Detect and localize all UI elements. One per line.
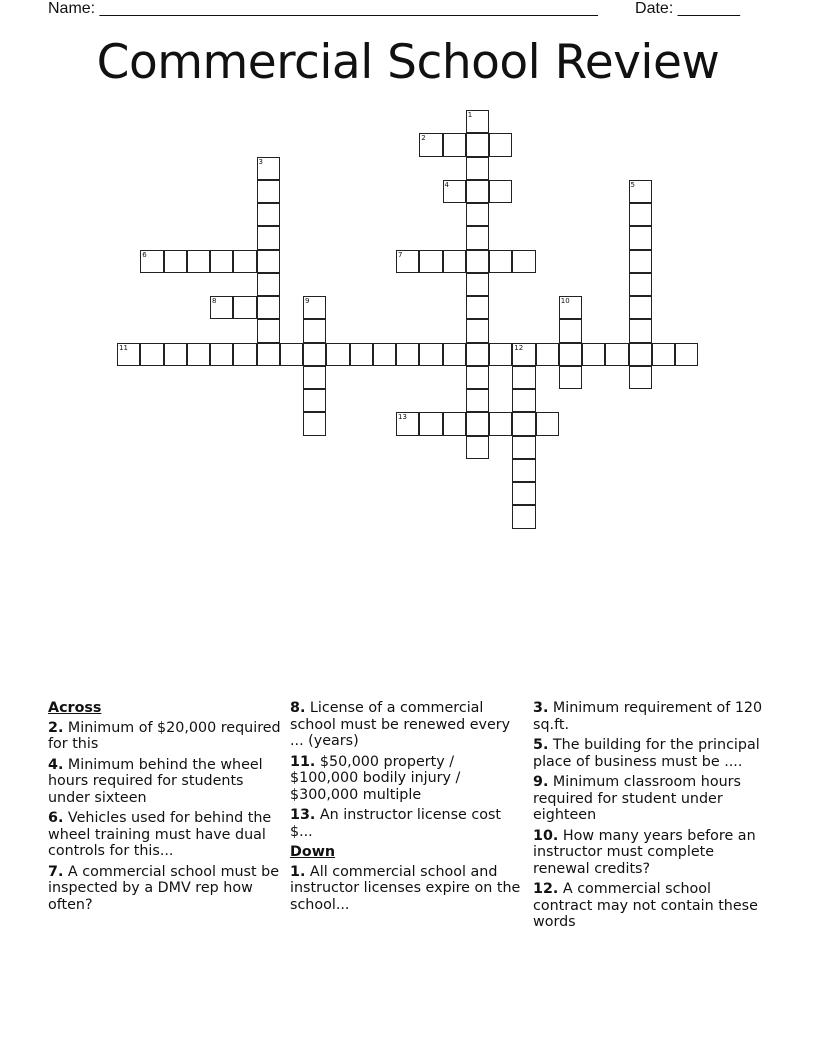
- grid-cell[interactable]: [466, 203, 489, 226]
- grid-cell[interactable]: [396, 250, 419, 273]
- grid-cell[interactable]: [326, 343, 349, 366]
- grid-cell[interactable]: [419, 343, 442, 366]
- clue-number: 3: [258, 157, 263, 166]
- grid-cell[interactable]: [489, 250, 512, 273]
- grid-cell[interactable]: [559, 319, 582, 342]
- grid-cell[interactable]: [140, 250, 163, 273]
- grid-cell[interactable]: [652, 343, 675, 366]
- grid-cell[interactable]: [559, 366, 582, 389]
- grid-cell[interactable]: [512, 250, 535, 273]
- grid-cell[interactable]: [466, 389, 489, 412]
- grid-cell[interactable]: [257, 180, 280, 203]
- grid-cell[interactable]: [629, 203, 652, 226]
- grid-cell[interactable]: [512, 505, 535, 528]
- grid-cell[interactable]: [303, 412, 326, 435]
- grid-cell[interactable]: [536, 412, 559, 435]
- clue-number: 5: [630, 180, 635, 189]
- clue-across-13: 13. An instructor license cost $...: [290, 807, 502, 840]
- grid-cell[interactable]: [396, 412, 419, 435]
- grid-cell[interactable]: [257, 273, 280, 296]
- grid-cell[interactable]: [303, 319, 326, 342]
- grid-cell[interactable]: [559, 296, 582, 319]
- grid-cell[interactable]: [233, 250, 256, 273]
- clue-down-1: 1. All commercial school and instructor licenses expire on the school...: [290, 863, 521, 913]
- grid-cell[interactable]: [350, 343, 373, 366]
- grid-cell[interactable]: [257, 203, 280, 226]
- clue-number: 13: [398, 413, 407, 422]
- grid-cell[interactable]: [443, 250, 466, 273]
- clue-number: 2: [421, 134, 426, 143]
- grid-cell[interactable]: [466, 180, 489, 203]
- clue-number: 1: [467, 111, 473, 119]
- grid-cell[interactable]: [187, 343, 210, 366]
- grid-cell[interactable]: [512, 436, 535, 459]
- grid-cell[interactable]: [303, 389, 326, 412]
- grid-cell[interactable]: [466, 226, 489, 249]
- grid-cell[interactable]: [257, 343, 280, 366]
- grid-cell[interactable]: [187, 250, 210, 273]
- clue-number: 8: [212, 297, 217, 305]
- grid-cell[interactable]: [210, 250, 233, 273]
- grid-cell[interactable]: [419, 133, 442, 156]
- grid-cell[interactable]: [466, 366, 489, 389]
- clue-column-3: [533, 700, 769, 935]
- clue-across-6: 6. Vehicles used for behind the wheel training must have dual controls for this...: [48, 810, 272, 859]
- grid-cell[interactable]: [140, 343, 163, 366]
- grid-cell[interactable]: [257, 250, 280, 273]
- clue-number: 4: [444, 180, 449, 189]
- grid-cell[interactable]: [466, 343, 489, 366]
- clue-down-10: 10. How many years before an instructor must complete renewal credits?: [533, 827, 756, 877]
- down-heading: Down: [290, 844, 336, 860]
- clue-across-2: 2. Minimum of $20,000 required for this: [48, 719, 281, 752]
- grid-cell[interactable]: [419, 250, 442, 273]
- grid-cell[interactable]: [489, 412, 512, 435]
- grid-cell[interactable]: [605, 343, 628, 366]
- grid-cell[interactable]: [512, 482, 535, 505]
- grid-cell[interactable]: [117, 343, 140, 366]
- grid-cell[interactable]: [210, 296, 233, 319]
- grid-cell[interactable]: [629, 226, 652, 249]
- grid-cell[interactable]: [512, 343, 535, 366]
- grid-cell[interactable]: [257, 157, 280, 180]
- grid-cell[interactable]: [512, 412, 535, 435]
- grid-cell[interactable]: [466, 436, 489, 459]
- grid-cell[interactable]: [257, 319, 280, 342]
- clue-across-7: 7. A commercial school must be inspected by a DMV rep how often?: [48, 863, 280, 913]
- date-field[interactable]: Date: _______: [635, 0, 740, 17]
- grid-cell[interactable]: [466, 273, 489, 296]
- grid-cell[interactable]: [629, 180, 652, 203]
- grid-cell[interactable]: [466, 319, 489, 342]
- grid-cell[interactable]: [629, 319, 652, 342]
- grid-cell[interactable]: [466, 133, 489, 156]
- page-title: Commercial School Review: [96, 35, 720, 90]
- grid-cell[interactable]: [443, 343, 466, 366]
- grid-cell[interactable]: [303, 366, 326, 389]
- grid-cell[interactable]: [489, 343, 512, 366]
- name-field[interactable]: Name: ________________________________________________________: [48, 0, 598, 17]
- grid-cell[interactable]: [582, 343, 605, 366]
- grid-cell[interactable]: [257, 226, 280, 249]
- grid-cell[interactable]: [280, 343, 303, 366]
- grid-cell[interactable]: [629, 296, 652, 319]
- grid-cell[interactable]: [233, 296, 256, 319]
- clue-across-4: 4. Minimum behind the wheel hours required for students under sixteen: [48, 756, 263, 806]
- grid-cell[interactable]: [512, 459, 535, 482]
- grid-cell[interactable]: [466, 110, 489, 133]
- grid-cell[interactable]: [303, 343, 326, 366]
- grid-cell[interactable]: [675, 343, 698, 366]
- grid-cell[interactable]: [164, 250, 187, 273]
- grid-cell[interactable]: [443, 412, 466, 435]
- clue-number: 9: [305, 297, 310, 305]
- grid-cell[interactable]: [443, 180, 466, 203]
- grid-cell[interactable]: [489, 133, 512, 156]
- grid-cell[interactable]: [466, 412, 489, 435]
- grid-cell[interactable]: [164, 343, 187, 366]
- clue-number: 11: [119, 343, 128, 352]
- grid-cell[interactable]: [466, 157, 489, 180]
- grid-cell[interactable]: [512, 366, 535, 389]
- grid-cell[interactable]: [443, 133, 466, 156]
- grid-cell[interactable]: [233, 343, 256, 366]
- clue-number: 7: [398, 250, 403, 259]
- grid-cell[interactable]: [419, 412, 442, 435]
- clue-down-3: 3. Minimum requirement of 120 sq.ft.: [533, 700, 763, 733]
- grid-cell[interactable]: [512, 389, 535, 412]
- across-heading: Across: [48, 700, 102, 716]
- grid-cell[interactable]: [489, 180, 512, 203]
- clue-number: 6: [142, 250, 147, 259]
- grid-cell[interactable]: [629, 273, 652, 296]
- clue-across-11: 11. $50,000 property / $100,000 bodily injury / $300,000 multiple: [290, 753, 461, 803]
- grid-cell[interactable]: [536, 343, 559, 366]
- grid-cell[interactable]: [466, 296, 489, 319]
- clue-down-5: 5. The building for the principal place of business must be ....: [533, 737, 760, 770]
- grid-cell[interactable]: [396, 343, 419, 366]
- clue-down-12: 12. A commercial school contract may not contain these words: [533, 881, 758, 930]
- grid-cell[interactable]: [629, 250, 652, 273]
- grid-cell[interactable]: [373, 343, 396, 366]
- grid-cell[interactable]: [629, 366, 652, 389]
- clue-number: 12: [514, 343, 524, 352]
- grid-cell[interactable]: [466, 250, 489, 273]
- grid-cell[interactable]: [559, 343, 582, 366]
- clue-column-1: [48, 700, 284, 917]
- grid-cell[interactable]: [257, 296, 280, 319]
- grid-cell[interactable]: [629, 343, 652, 366]
- clue-down-9: 9. Minimum classroom hours required for student under eighteen: [533, 774, 741, 823]
- clue-across-8: 8. License of a commercial school must be renewed every ... (years): [290, 700, 511, 749]
- clue-column-2: [290, 700, 526, 917]
- clue-number: 10: [560, 297, 570, 305]
- grid-cell[interactable]: [303, 296, 326, 319]
- grid-cell[interactable]: [210, 343, 233, 366]
